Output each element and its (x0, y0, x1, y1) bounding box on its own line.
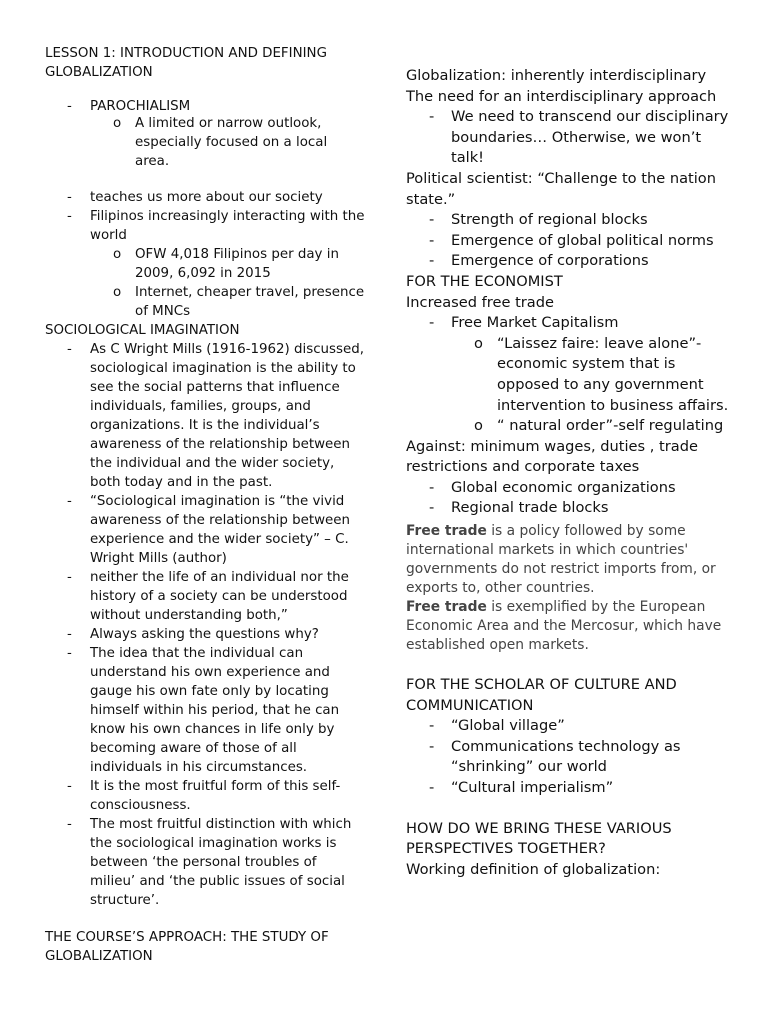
list-item: - Always asking the questions why? (67, 627, 319, 642)
list-item: - “Global village” (406, 716, 736, 737)
interdisciplinary-need: The need for an interdisciplinary approach (406, 87, 717, 105)
list-item: - Emergence of corporations (406, 251, 736, 272)
dash-bullet: - (67, 190, 72, 205)
list-item: - Communications technology as “shrinking” our world (429, 737, 681, 776)
list-item-internet: o Internet, cheaper travel, presence of MNCs (113, 285, 365, 319)
list-item: - “Sociological imagination is “the vivid awareness of the relationship between experience and the wider society” – C. Wright Mills (author) (67, 494, 351, 566)
list-item-parochialism-definition: o A limited or narrow outlook, especially focused on a local area. (113, 116, 328, 169)
list-item: - Strength of regional blocks (406, 210, 736, 231)
list-item: - neither the life of an individual nor the history of a society can be understood without understanding both,” (67, 570, 349, 623)
list-item: - The idea that the individual can understand his own experience and gauge his own fate only by locating himself within his period, that he can know his own chances in life only by becoming aware of those of all individuals in his circumstances. (67, 646, 340, 775)
section-heading-culture-line-1: FOR THE SCHOLAR OF CULTURE AND (406, 676, 677, 694)
list-item: - teaches us more about our society (67, 190, 323, 205)
dash-bullet: - (67, 817, 72, 832)
dash-bullet: - (429, 252, 435, 270)
circle-bullet: o (113, 285, 122, 300)
section-heading-economist: FOR THE ECONOMIST (406, 272, 563, 290)
dash-bullet: - (67, 627, 72, 642)
lesson-title-line-2: GLOBALIZATION (45, 65, 153, 80)
interdisciplinary-line: Globalization: inherently interdisciplinary (406, 67, 707, 84)
free-trade-term: Free trade (406, 523, 487, 540)
dash-bullet: - (67, 779, 72, 794)
list-item: - Global economic organizations (406, 478, 736, 499)
dash-bullet: - (429, 478, 435, 496)
list-item-laissez-faire: o “Laissez faire: leave alone”- economic system that is opposed to any government intervention to business affairs. (474, 334, 729, 414)
lesson-title-line-1: LESSON 1: INTRODUCTION AND DEFINING (45, 46, 327, 61)
list-item: - Emergence of global political norms (406, 231, 736, 252)
dash-bullet: - (429, 499, 435, 517)
increased-free-trade: Increased free trade (406, 293, 554, 311)
list-item: - It is the most fruitful form of this self-consciousness. (67, 779, 341, 813)
dash-bullet: - (429, 211, 435, 229)
left-column (45, 0, 365, 966)
right-column (406, 0, 736, 880)
list-item-transcend: - We need to transcend our disciplinary boundaries… Otherwise, we won’t talk! (429, 108, 729, 167)
dash-bullet: - (67, 342, 72, 357)
dash-bullet: - (67, 646, 72, 661)
list-item-parochialism: - PAROCHIALISM (67, 99, 191, 114)
dash-bullet: - (67, 570, 72, 585)
circle-bullet: o (113, 247, 122, 262)
course-approach-heading-line-1: THE COURSE’S APPROACH: THE STUDY OF (45, 930, 329, 945)
free-trade-definition: Free trade is a policy followed by some international markets in which countries' governments do not restrict imports from, or exports to, other countries. (406, 523, 716, 597)
free-trade-term: Free trade (406, 599, 487, 616)
list-item: - As C Wright Mills (1916-1962) discussed, sociological imagination is the ability to see the social patterns that influence individuals, families, groups, and organizations. It is the individual’s awareness of the relationship between the individual and the wider society, both today and in the past. (67, 342, 364, 490)
political-scientist-line: Political scientist: “Challenge to the nation state.” (406, 169, 716, 208)
list-item-ofw: o OFW 4,018 Filipinos per day in 2009, 6,092 in 2015 (113, 247, 339, 281)
free-trade-example: Free trade is exemplified by the European Economic Area and the Mercosur, which have established open markets. (406, 599, 722, 654)
dash-bullet: - (429, 231, 435, 249)
circle-bullet: o (474, 334, 483, 352)
course-approach-heading-line-2: GLOBALIZATION (45, 949, 153, 964)
against-line: Against: minimum wages, duties , trade restrictions and corporate taxes (406, 437, 698, 476)
dash-bullet: - (67, 494, 72, 509)
list-item: - Filipinos increasingly interacting with the world (67, 209, 365, 243)
working-definition: Working definition of globalization: (406, 860, 661, 878)
dash-bullet: - (429, 737, 435, 755)
circle-bullet: o (474, 417, 483, 435)
list-item: - The most fruitful distinction with which the sociological imagination works is between ‘the personal troubles of milieu’ and ‘the public issues of social structure’. (67, 817, 352, 908)
list-item-natural-order: o “ natural order”-self regulating (406, 416, 736, 437)
section-heading-perspectives-line-1: HOW DO WE BRING THESE VARIOUS (406, 819, 672, 837)
circle-bullet: o (113, 116, 122, 131)
list-item-free-market: - Free Market Capitalism (406, 313, 736, 334)
dash-bullet: - (429, 717, 435, 735)
dash-bullet: - (67, 209, 72, 224)
section-heading-perspectives-line-2: PERSPECTIVES TOGETHER? (406, 840, 606, 858)
list-item: - “Cultural imperialism” (406, 778, 736, 799)
dash-bullet: - (429, 779, 435, 797)
dash-bullet: - (429, 314, 435, 332)
section-heading-sociological-imagination: SOCIOLOGICAL IMAGINATION (45, 323, 240, 338)
dash-bullet: - (67, 99, 72, 114)
section-heading-culture-line-2: COMMUNICATION (406, 696, 534, 714)
dash-bullet: - (429, 108, 435, 126)
list-item: - Regional trade blocks (406, 498, 736, 519)
